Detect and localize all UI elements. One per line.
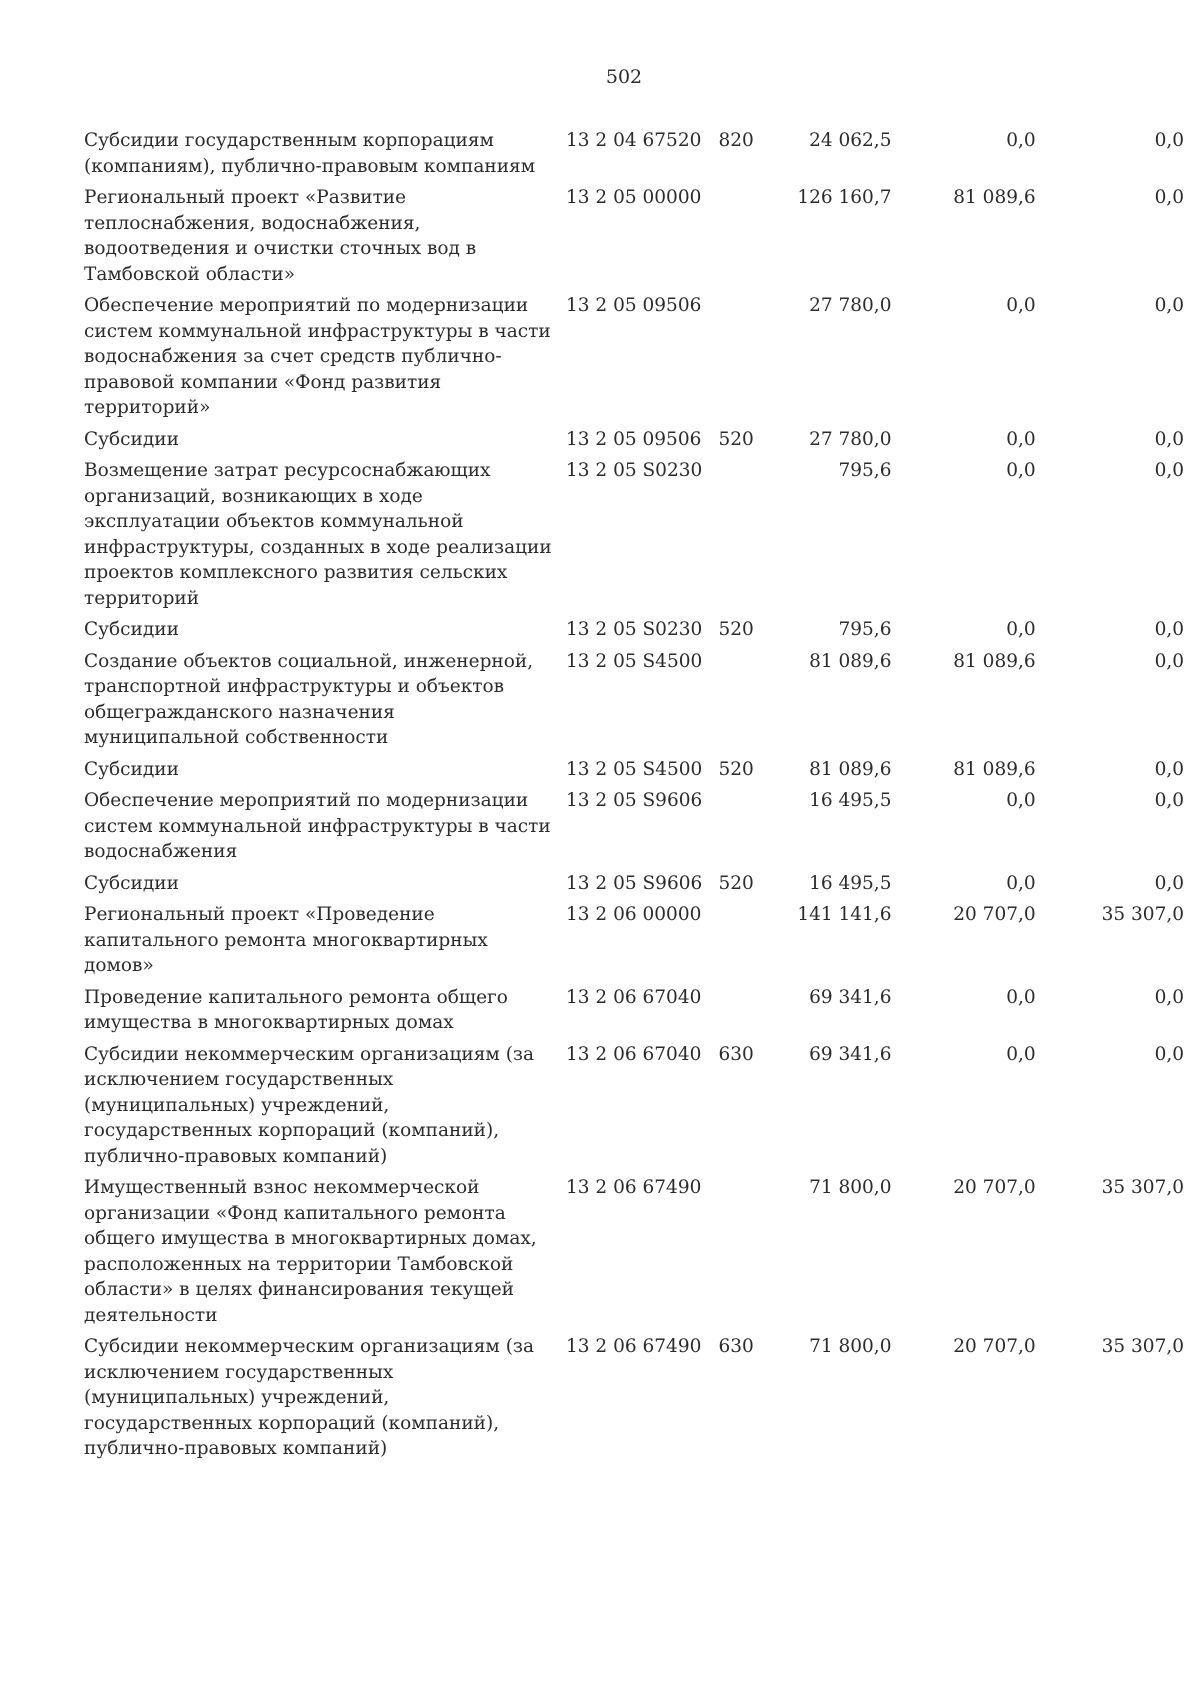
table-row [84, 458, 1184, 617]
expense-type-code [718, 649, 780, 757]
amount-year-2: 0,0 [1006, 790, 1036, 811]
table-row [84, 617, 1184, 649]
expense-name: Проведение капитального ремонта общего имущества в многоквартирных домах [84, 986, 508, 1033]
amount-year-3: 35 307,0 [1101, 1336, 1184, 1357]
amount-year-1: 71 800,0 [809, 1336, 892, 1357]
expense-type-code [718, 902, 780, 985]
amount-year-1: 795,6 [838, 460, 892, 481]
amount-year-1: 16 495,5 [809, 790, 892, 811]
amount-year-1: 69 341,6 [809, 1043, 892, 1065]
expense-name: Обеспечение мероприятий по модернизации систем коммунальной инфраструктуры в части водоснабжения [84, 790, 551, 862]
expense-name: Обеспечение мероприятий по модернизации систем коммунальной инфраструктуры в части водоснабжения за счет средств публично-правовой компании «Фонд развития территорий» [84, 295, 551, 418]
amount-year-2: 0,0 [1006, 460, 1036, 481]
expense-type-code [718, 185, 780, 293]
target-article-code: 13 2 05 09506 [566, 295, 702, 316]
amount-year-3: 35 307,0 [1101, 904, 1184, 925]
amount-year-2: 0,0 [1006, 295, 1036, 316]
target-article-code: 13 2 05 09506 [566, 428, 702, 450]
amount-year-3: 0,0 [1154, 187, 1184, 208]
target-article-code: 13 2 06 67490 [566, 1336, 702, 1357]
expense-type-code: 630 [718, 1336, 754, 1357]
amount-year-3: 0,0 [1154, 619, 1184, 640]
target-article-code: 13 2 05 S0230 [566, 460, 703, 481]
amount-year-2: 0,0 [1006, 428, 1036, 450]
amount-year-1: 81 089,6 [809, 758, 892, 780]
amount-year-1: 795,6 [838, 619, 892, 640]
expense-type-code [718, 458, 780, 617]
amount-year-1: 24 062,5 [809, 130, 892, 151]
amount-year-3: 0,0 [1154, 986, 1184, 1008]
expense-type-code: 820 [718, 130, 754, 151]
table-row [84, 902, 1184, 985]
expense-type-code: 520 [718, 758, 754, 780]
amount-year-3: 0,0 [1154, 295, 1184, 316]
table-row [84, 293, 1184, 427]
expense-name: Региональный проект «Проведение капитального ремонта многоквартирных домов» [84, 904, 488, 976]
amount-year-2: 20 707,0 [953, 1177, 1036, 1198]
table-row [84, 757, 1184, 789]
amount-year-1: 141 141,6 [797, 904, 892, 925]
target-article-code: 13 2 06 67490 [566, 1177, 702, 1198]
expense-name: Субсидии [84, 872, 179, 894]
table-row [84, 788, 1184, 871]
expense-type-code [718, 788, 780, 871]
budget-table [84, 128, 1184, 1468]
amount-year-2: 20 707,0 [953, 1336, 1036, 1357]
expense-type-code [718, 985, 780, 1042]
expense-name: Субсидии [84, 619, 179, 640]
table-body [84, 128, 1184, 1468]
amount-year-3: 0,0 [1154, 428, 1184, 450]
amount-year-2: 81 089,6 [953, 758, 1036, 780]
expense-type-code: 520 [718, 619, 754, 640]
amount-year-1: 27 780,0 [809, 295, 892, 316]
target-article-code: 13 2 05 S9606 [566, 790, 703, 811]
table-row [84, 128, 1184, 185]
expense-name: Возмещение затрат ресурсоснабжающих организаций, возникающих в ходе эксплуатации объектов коммунальной инфраструктуры, созданных в ходе реализации проектов комплексного развития сельских территорий [84, 460, 552, 609]
table-row [84, 871, 1184, 903]
table-row [84, 1334, 1184, 1468]
amount-year-3: 0,0 [1154, 650, 1184, 672]
expense-type-code: 630 [718, 1043, 754, 1065]
amount-year-3: 0,0 [1154, 872, 1184, 894]
amount-year-3: 0,0 [1154, 790, 1184, 811]
target-article-code: 13 2 05 00000 [566, 187, 702, 208]
amount-year-2: 0,0 [1006, 130, 1036, 151]
target-article-code: 13 2 05 S4500 [566, 650, 703, 672]
expense-name: Субсидии [84, 758, 179, 780]
amount-year-1: 81 089,6 [809, 650, 892, 672]
amount-year-3: 0,0 [1154, 460, 1184, 481]
target-article-code: 13 2 06 00000 [566, 904, 702, 925]
expense-name: Создание объектов социальной, инженерной, транспортной инфраструктуры и объектов общегражданского назначения муниципальной собственности [84, 650, 534, 748]
amount-year-3: 0,0 [1154, 758, 1184, 780]
amount-year-1: 71 800,0 [809, 1177, 892, 1198]
amount-year-2: 0,0 [1006, 986, 1036, 1008]
expense-type-code: 520 [718, 428, 754, 450]
amount-year-1: 126 160,7 [797, 187, 892, 208]
expense-name: Субсидии некоммерческим организациям (за исключением государственных (муниципальных) учреждений, государственных корпораций (компаний), публично-правовых компаний) [84, 1043, 535, 1167]
expense-type-code: 520 [718, 872, 754, 894]
amount-year-1: 27 780,0 [809, 428, 892, 450]
amount-year-2: 0,0 [1006, 872, 1036, 894]
expense-type-code [718, 293, 780, 427]
amount-year-3: 0,0 [1154, 1043, 1184, 1065]
target-article-code: 13 2 06 67040 [566, 986, 702, 1008]
page-number: 502 [605, 66, 643, 88]
target-article-code: 13 2 05 S9606 [566, 872, 703, 894]
amount-year-1: 16 495,5 [809, 872, 892, 894]
expense-name: Субсидии государственным корпорациям (компаниям), публично-правовым компаниям [84, 130, 536, 177]
amount-year-2: 81 089,6 [953, 187, 1036, 208]
table-row [84, 985, 1184, 1042]
target-article-code: 13 2 05 S4500 [566, 758, 703, 780]
table-row [84, 1042, 1184, 1176]
amount-year-2: 0,0 [1006, 619, 1036, 640]
amount-year-2: 81 089,6 [953, 650, 1036, 672]
table-row [84, 185, 1184, 293]
expense-type-code [718, 1175, 780, 1334]
target-article-code: 13 2 05 S0230 [566, 619, 703, 640]
expense-name: Субсидии [84, 428, 179, 450]
table-row [84, 649, 1184, 757]
amount-year-2: 20 707,0 [953, 904, 1036, 925]
amount-year-3: 0,0 [1154, 130, 1184, 151]
amount-year-1: 69 341,6 [809, 986, 892, 1008]
table-row [84, 1175, 1184, 1334]
expense-name: Имущественный взнос некоммерческой организации «Фонд капитального ремонта общего имущества в многоквартирных домах, расположенных на территории Тамбовской области» в целях финансирования текущей деятельности [84, 1177, 537, 1326]
amount-year-2: 0,0 [1006, 1043, 1036, 1065]
expense-name: Субсидии некоммерческим организациям (за исключением государственных (муниципальных) учреждений, государственных корпораций (компаний), публично-правовых компаний) [84, 1336, 535, 1459]
expense-name: Региональный проект «Развитие теплоснабжения, водоснабжения, водоотведения и очистки сточных вод в Тамбовской области» [84, 187, 477, 285]
amount-year-3: 35 307,0 [1101, 1177, 1184, 1198]
table-row [84, 427, 1184, 459]
target-article-code: 13 2 04 67520 [566, 130, 702, 151]
target-article-code: 13 2 06 67040 [566, 1043, 702, 1065]
